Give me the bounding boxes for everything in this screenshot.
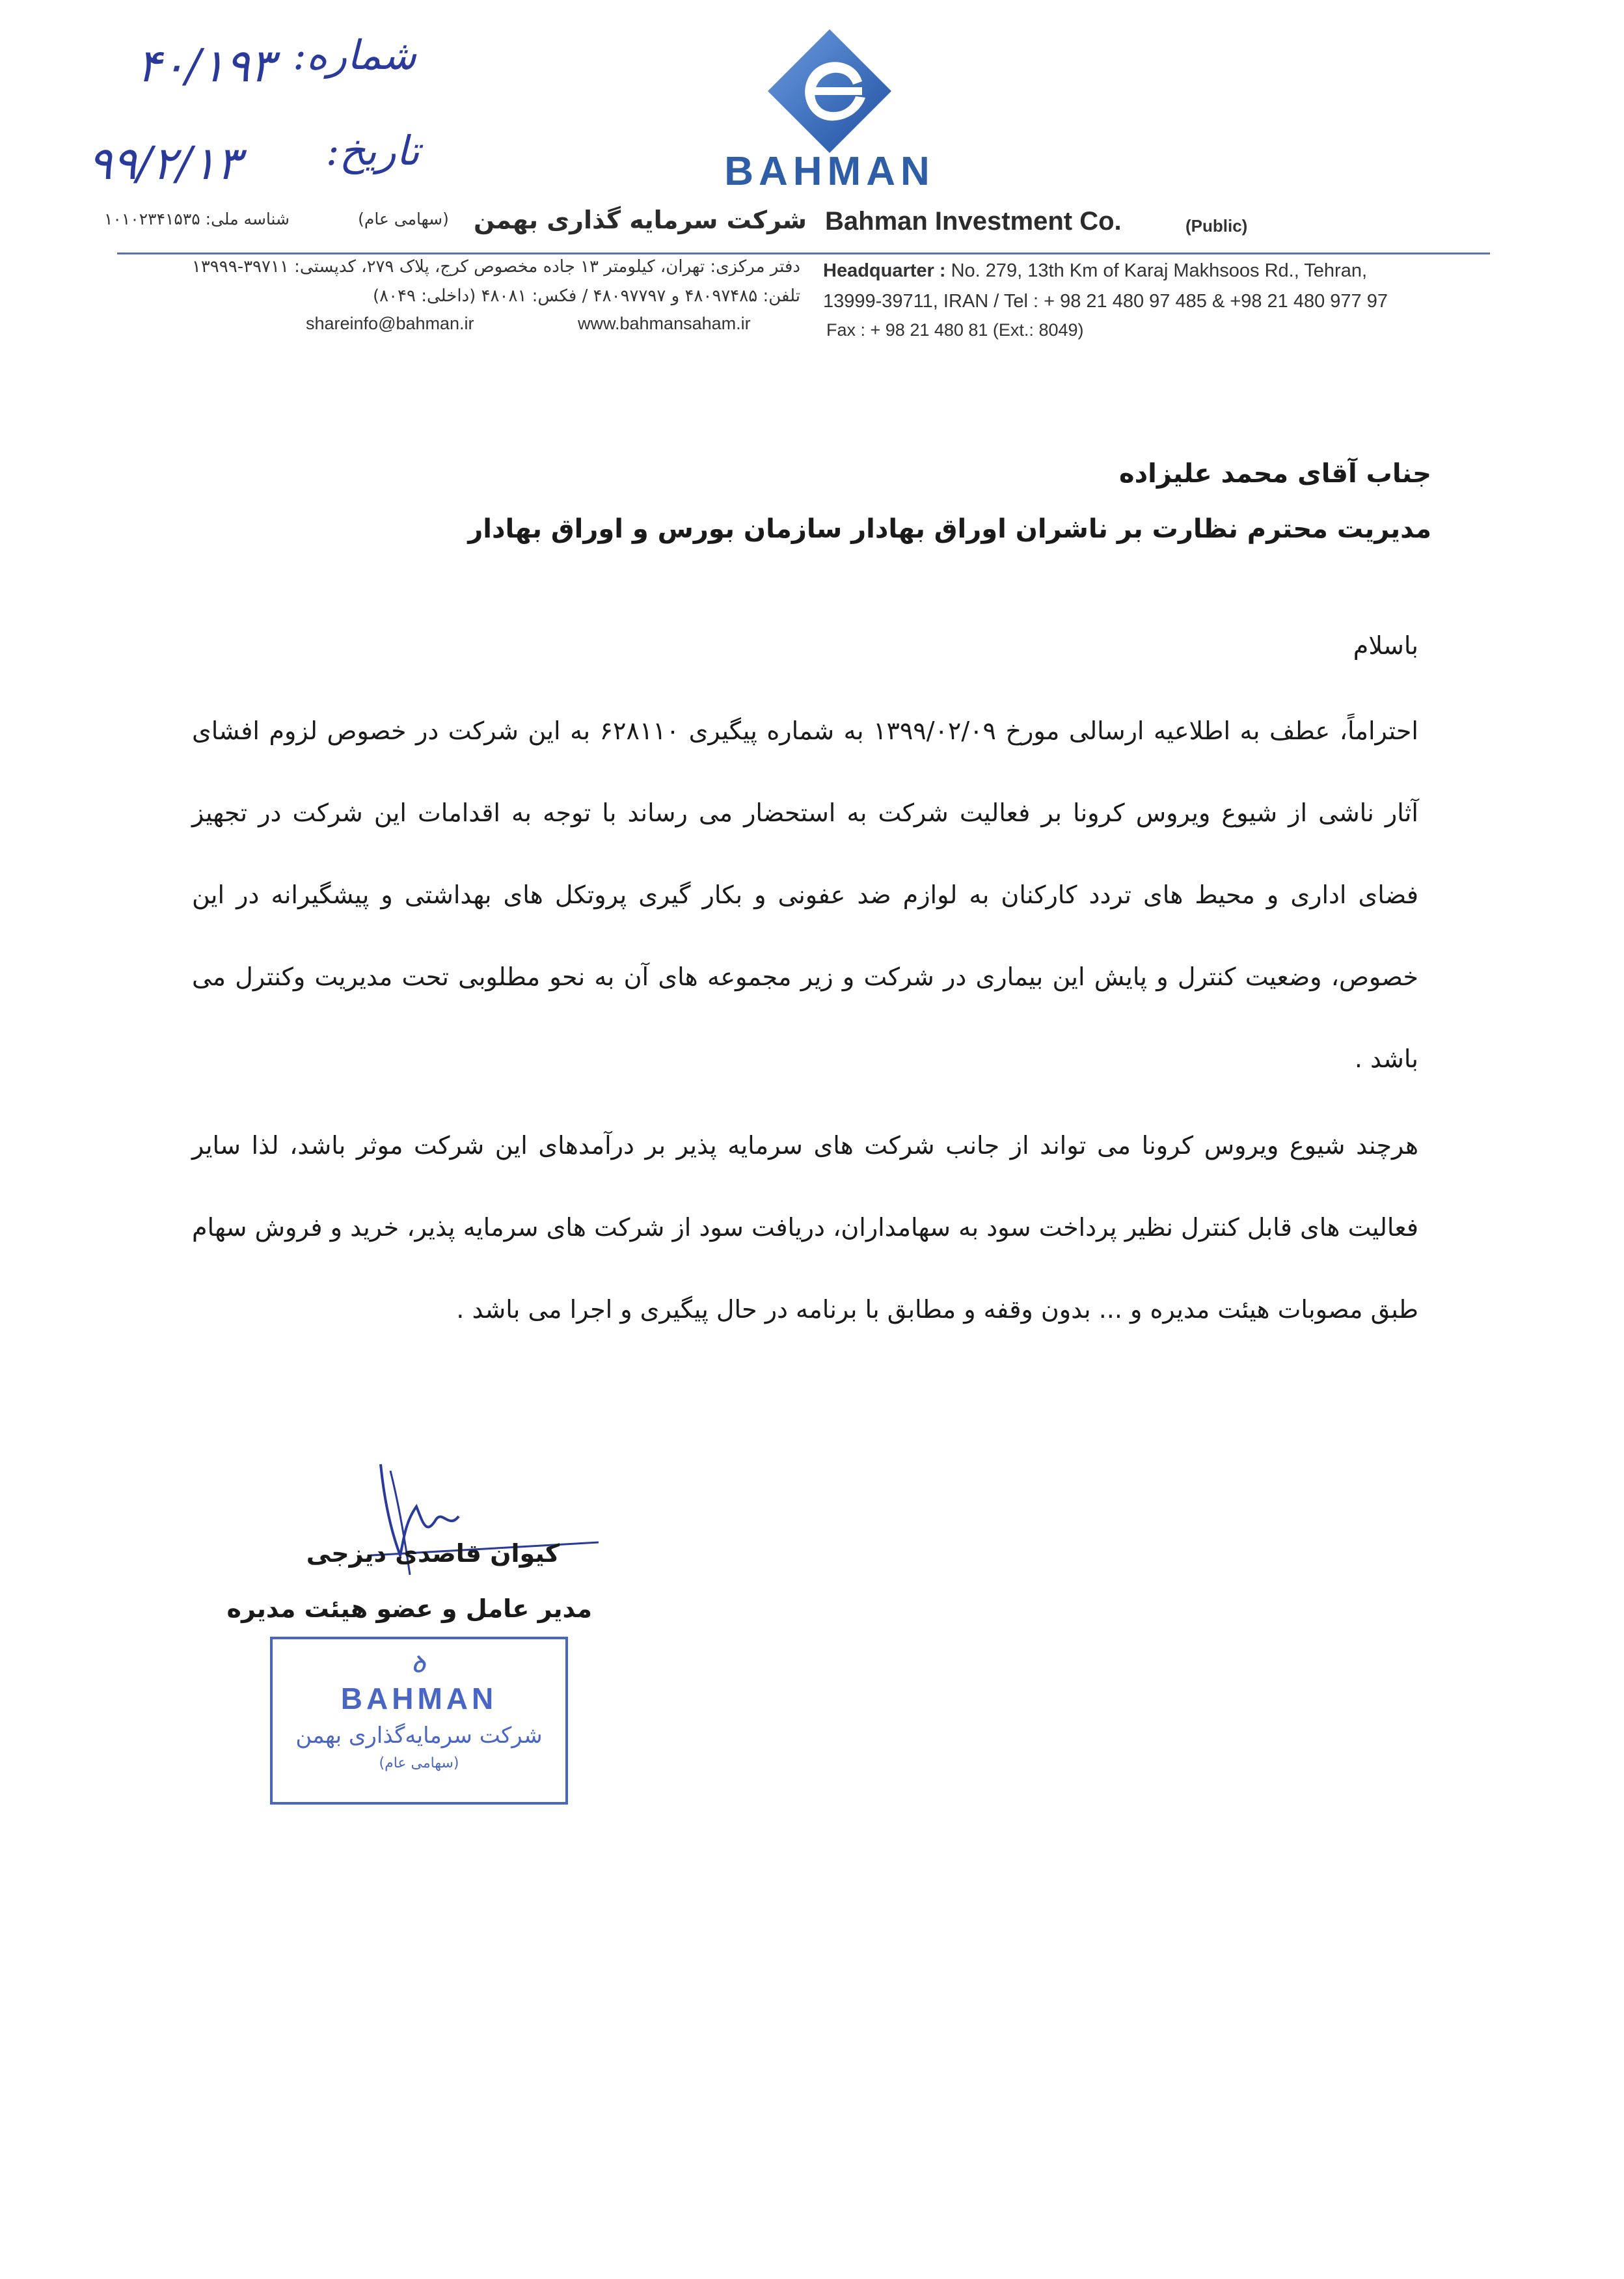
handwritten-date-label: تاریخ: [325, 127, 420, 174]
body-paragraph-2: هرچند شیوع ویروس کرونا می تواند از جانب شرکت های سرمایه پذیر بر درآمدهای این شرکت موثر باشد، لذا سایر فعالیت های قابل کنترل نظیر پرداخت سود به سهامداران، دریافت سود از شرکت های سرمایه پذیر، خرید و فروش سهام طبق مصوبات هیئت مدیره و ... بدون وقفه و مطابق با برنامه در حال پیگیری و اجرا می باشد . [192, 1131, 1418, 1324]
bahman-logo-icon [765, 26, 895, 156]
addressee-name: جناب آقای محمد علیزاده [1119, 459, 1431, 489]
body-paragraph-1: احتراماً، عطف به اطلاعیه ارسالی مورخ ۱۳۹۹/۰۲/۰۹ به شماره پیگیری ۶۲۸۱۱۰ به این شرکت در خصوص لزوم افشای آثار ناشی از شیوع ویروس کرونا بر فعالیت شرکت به استحضار می رساند با توجه به اقدامات این شرکت در تجهیز فضای اداری و محیط های تردد کارکنان به لوازم ضد عفونی و بکار گیری پروتکل های بهداشتی و پیشگیرانه در این خصوص، وضعیت کنترل و پایش این بیماری در شرکت و زیر مجموعه های آن به نحو مطلوبی تحت مدیریت وکنترل می باشد . [192, 716, 1418, 1073]
company-name-fa: شرکت سرمایه گذاری بهمن [474, 206, 807, 234]
salutation: باسلام [1353, 631, 1418, 660]
signatory-role: مدیر عامل و عضو هیئت مدیره [226, 1594, 592, 1623]
company-name-en: Bahman Investment Co. [825, 207, 1122, 236]
public-label-fa: (سهامی عام) [358, 210, 449, 228]
address-fa: دفتر مرکزی: تهران، کیلومتر ۱۳ جاده مخصوص کرج، پلاک ۲۷۹، کدپستی: ۳۹۷۱۱-۱۳۹۹۹ [191, 257, 800, 277]
stamp-company-fa: شرکت سرمایه‌گذاری بهمن [295, 1723, 543, 1749]
handwritten-number-label: شماره: [293, 31, 416, 79]
public-label-en: (Public) [1185, 216, 1248, 236]
handwritten-letter-date: ۹۹/۲/۱۳ [88, 137, 241, 190]
stamp-script-mark: ꝺ [411, 1652, 427, 1677]
hq-label: Headquarter : [823, 260, 946, 281]
handwritten-letter-number: ۴۰/۱۹۳ [137, 39, 275, 92]
addressee-title: مدیریت محترم نظارت بر ناشران اوراق بهادار سازمان بورس و اوراق بهادار [468, 514, 1431, 544]
signatory-name: کیوان قاصدی دیزجی [306, 1539, 560, 1568]
hq-line1 [823, 260, 1367, 282]
website-address: www.bahmansaham.ir [578, 314, 751, 333]
brand-wordmark: BAHMAN [724, 149, 935, 194]
phone-fa: تلفن: ۴۸۰۹۷۴۸۵ و ۴۸۰۹۷۷۹۷ / فکس: ۴۸۰۸۱ (داخلی: ۸۰۴۹) [372, 286, 800, 306]
stamp-public-fa: (سهامی عام) [379, 1755, 459, 1771]
national-id: شناسه ملی: ۱۰۱۰۲۳۴۱۵۳۵ [104, 210, 290, 228]
hq-address: No. 279, 13th Km of Karaj Makhsoos Rd., Tehran, [951, 260, 1368, 281]
handwritten-signature-icon [364, 1458, 612, 1588]
email-address: shareinfo@bahman.ir [306, 314, 474, 333]
company-stamp [270, 1637, 568, 1805]
letterhead-divider [117, 252, 1490, 254]
fax-line: Fax : + 98 21 480 81 (Ext.: 8049) [826, 320, 1084, 340]
hq-line2: 13999-39711, IRAN / Tel : + 98 21 480 97 485 & +98 21 480 977 97 [823, 291, 1388, 312]
stamp-brand: BAHMAN [340, 1682, 498, 1715]
